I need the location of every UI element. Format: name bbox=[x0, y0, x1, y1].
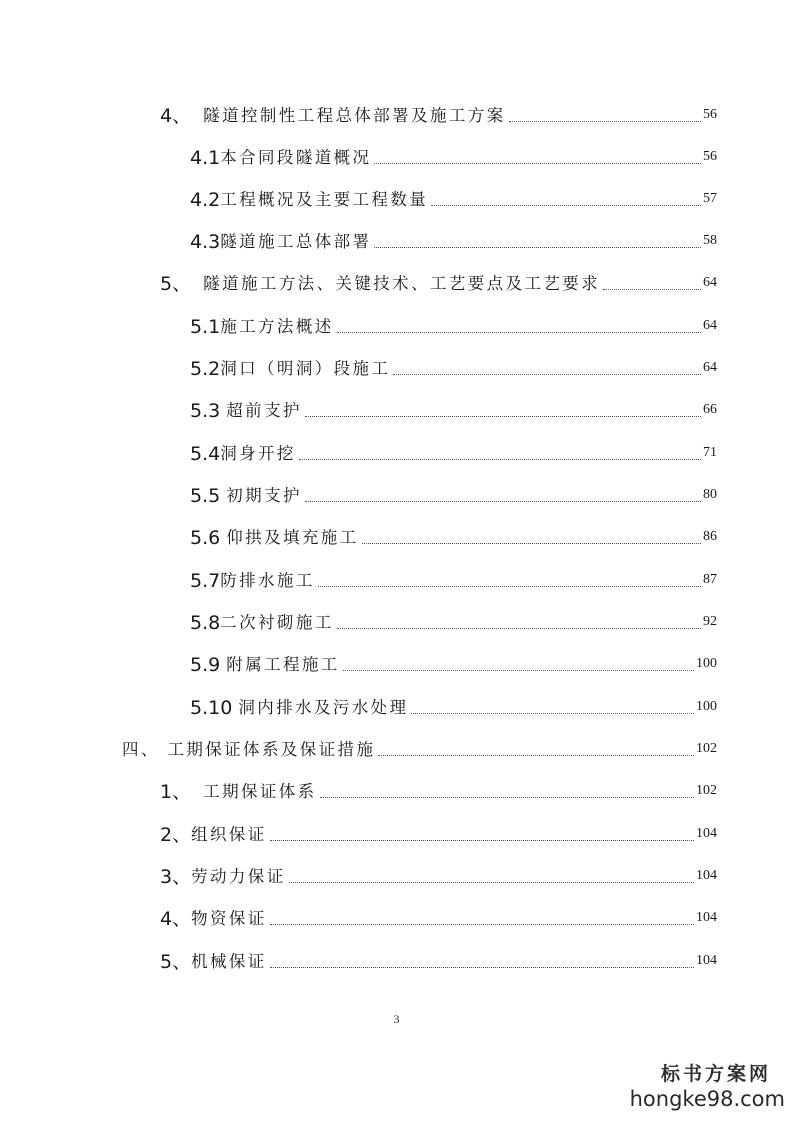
toc-entry-page: 56 bbox=[703, 107, 717, 122]
toc-leader-dots bbox=[270, 966, 694, 968]
toc-entry[interactable] bbox=[190, 481, 717, 511]
watermark-cn-text: 标书方案网 bbox=[660, 1063, 771, 1085]
toc-entry-title: 二次衬砌施工 bbox=[220, 613, 334, 632]
toc-entry-number: 5.6 bbox=[190, 527, 227, 549]
toc-entry[interactable] bbox=[190, 523, 717, 553]
toc-entry-title: 洞口（明洞）段施工 bbox=[220, 359, 391, 378]
toc-entry-number: 3、 bbox=[160, 866, 192, 888]
toc-entry-title: 四、 工期保证体系及保证措施 bbox=[122, 740, 376, 759]
toc-entry[interactable] bbox=[160, 101, 717, 131]
toc-entry-title: 工期保证体系 bbox=[203, 782, 317, 801]
toc-leader-dots bbox=[374, 162, 701, 164]
toc-entry-page: 64 bbox=[703, 360, 717, 375]
toc-leader-dots bbox=[509, 120, 701, 122]
toc-entry-page: 64 bbox=[703, 318, 717, 333]
toc-leader-dots bbox=[337, 627, 701, 629]
toc-entry-title: 物资保证 bbox=[191, 909, 267, 928]
toc-entry-page: 87 bbox=[703, 572, 717, 587]
toc-entry-title: 防排水施工 bbox=[220, 571, 315, 590]
toc-entry-number: 4、 bbox=[160, 908, 192, 930]
watermark-url-text: hongke98.com bbox=[629, 1087, 785, 1111]
toc-entry-title: 隧道控制性工程总体部署及施工方案 bbox=[203, 106, 506, 125]
toc-entry[interactable] bbox=[160, 777, 717, 807]
toc-entry-page: 104 bbox=[696, 868, 717, 883]
toc-entry[interactable] bbox=[190, 566, 717, 596]
toc-entry-number: 5.8 bbox=[190, 612, 221, 634]
toc-leader-dots bbox=[431, 204, 701, 206]
toc-leader-dots bbox=[318, 585, 701, 587]
toc-entry-page: 86 bbox=[703, 529, 717, 544]
toc-entry-title: 隧道施工总体部署 bbox=[220, 232, 372, 251]
toc-entry-title: 施工方法概述 bbox=[220, 317, 334, 336]
toc-entry-page: 104 bbox=[696, 910, 717, 925]
toc-entry-number: 4.3 bbox=[190, 231, 221, 253]
toc-entry-title: 工程概况及主要工程数量 bbox=[220, 190, 429, 209]
toc-entry-title: 洞身开挖 bbox=[220, 444, 296, 463]
toc-entry-number: 5.1 bbox=[190, 316, 221, 338]
toc-leader-dots bbox=[320, 796, 694, 798]
toc-leader-dots bbox=[305, 500, 701, 502]
toc-leader-dots bbox=[362, 542, 701, 544]
toc-leader-dots bbox=[270, 839, 694, 841]
toc-leader-dots bbox=[378, 754, 694, 756]
toc-entry[interactable] bbox=[160, 820, 717, 850]
toc-entry-number: 5、 bbox=[160, 273, 204, 295]
toc-entry[interactable] bbox=[160, 947, 717, 977]
toc-entry-page: 100 bbox=[696, 656, 717, 671]
toc-entry-number: 2、 bbox=[160, 824, 192, 846]
toc-entry[interactable] bbox=[190, 143, 717, 173]
toc-entry-title: 初期支护 bbox=[226, 486, 302, 505]
toc-entry-number: 5.2 bbox=[190, 358, 221, 380]
toc-entry[interactable] bbox=[160, 862, 717, 892]
toc-entry[interactable] bbox=[190, 693, 717, 723]
page-number: 3 bbox=[393, 1012, 400, 1026]
toc-entry-title: 洞内排水及污水处理 bbox=[238, 698, 409, 717]
toc-entry-page: 102 bbox=[696, 741, 717, 756]
toc-entry[interactable] bbox=[190, 608, 717, 638]
toc-entry-number: 5.10 bbox=[190, 697, 239, 719]
toc-leader-dots bbox=[289, 881, 694, 883]
toc-entry-number: 5.3 bbox=[190, 400, 227, 422]
toc-entry-page: 80 bbox=[703, 487, 717, 502]
toc-entry-page: 102 bbox=[696, 783, 717, 798]
toc-leader-dots bbox=[411, 712, 694, 714]
toc-leader-dots bbox=[374, 246, 701, 248]
toc-entry-title: 仰拱及填充施工 bbox=[226, 528, 359, 547]
toc-entry-title: 劳动力保证 bbox=[191, 867, 286, 886]
site-watermark bbox=[600, 1062, 793, 1112]
toc-entry-number: 4、 bbox=[160, 105, 204, 127]
toc-entry-title: 超前支护 bbox=[226, 401, 302, 420]
toc-entry-page: 100 bbox=[696, 699, 717, 714]
toc-entry-number: 5、 bbox=[160, 951, 192, 973]
toc-entry-number: 4.1 bbox=[190, 147, 221, 169]
toc-entry[interactable] bbox=[190, 312, 717, 342]
toc-entry-page: 57 bbox=[703, 191, 717, 206]
toc-entry[interactable] bbox=[160, 269, 717, 299]
toc-leader-dots bbox=[393, 373, 701, 375]
toc-leader-dots bbox=[337, 331, 701, 333]
toc-entry-page: 92 bbox=[703, 614, 717, 629]
toc-entry-number: 4.2 bbox=[190, 189, 221, 211]
toc-entry-title: 本合同段隧道概况 bbox=[220, 148, 372, 167]
toc-entry-number: 5.4 bbox=[190, 443, 221, 465]
toc-leader-dots bbox=[603, 288, 701, 290]
toc-entry-page: 58 bbox=[703, 233, 717, 248]
toc-entry-number: 5.9 bbox=[190, 654, 227, 676]
toc-entry-page: 64 bbox=[703, 275, 717, 290]
toc-entry-page: 104 bbox=[696, 953, 717, 968]
toc-entry-title: 机械保证 bbox=[191, 952, 267, 971]
toc-entry[interactable] bbox=[190, 185, 717, 215]
toc-entry-number: 5.5 bbox=[190, 485, 227, 507]
toc-entry[interactable] bbox=[122, 735, 717, 765]
toc-entry-page: 104 bbox=[696, 826, 717, 841]
toc-entry-page: 56 bbox=[703, 149, 717, 164]
toc-entry[interactable] bbox=[190, 650, 717, 680]
toc-entry-title: 附属工程施工 bbox=[226, 655, 340, 674]
toc-entry-number: 5.7 bbox=[190, 570, 221, 592]
toc-leader-dots bbox=[343, 669, 694, 671]
toc-entry[interactable] bbox=[190, 227, 717, 257]
toc-entry-title: 组织保证 bbox=[191, 825, 267, 844]
toc-leader-dots bbox=[270, 923, 694, 925]
toc-entry-number: 1、 bbox=[160, 781, 204, 803]
toc-entry-page: 71 bbox=[703, 445, 717, 460]
toc-entry[interactable] bbox=[190, 354, 717, 384]
toc-entry-page: 66 bbox=[703, 402, 717, 417]
toc-entry[interactable] bbox=[160, 904, 717, 934]
toc-entry[interactable] bbox=[190, 396, 717, 426]
toc-entry-title: 隧道施工方法、关键技术、工艺要点及工艺要求 bbox=[203, 274, 601, 293]
toc-entry[interactable] bbox=[190, 439, 717, 469]
toc-leader-dots bbox=[305, 415, 701, 417]
toc-leader-dots bbox=[299, 458, 701, 460]
